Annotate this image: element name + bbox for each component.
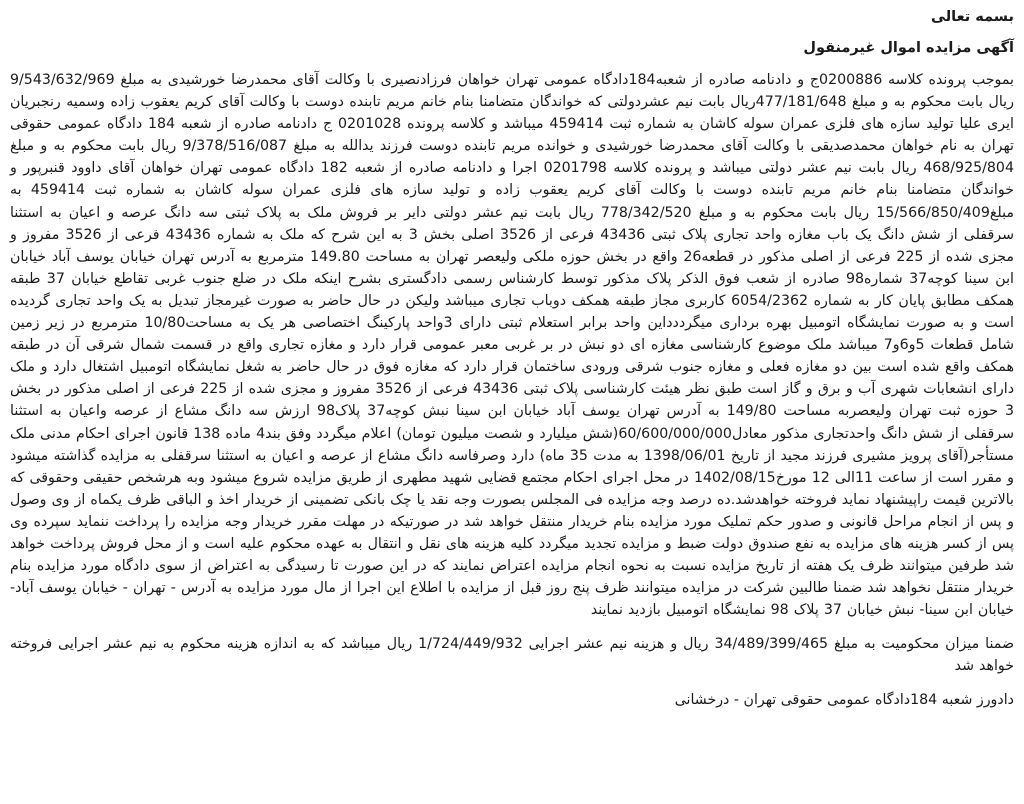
basmala-heading: بسمه تعالی	[931, 9, 1014, 25]
notice-costs-paragraph: ضمنا میزان محکومیت به مبلغ 34/489/399/465 ریال و هزینه نیم عشر اجرایی 1/724/449/932 ریال میباشد که به اندازه هزینه محکوم به نیم عشر اجرایی فروخته خواهد شد	[10, 636, 1015, 675]
notice-main-paragraph: بموجب پرونده کلاسه 0200886ج و دادنامه صادره از شعبه184دادگاه عمومی تهران خواهان فرزادنصیری با وکالت آقای محمدرضا خورشیدی به مبلغ 9/543/632/969 ریال بابت محکوم به و مبلغ 477/181/648ریال بابت نیم عشردولتی که خواندگان متضامنا بنام خانم مریم تابنده دوست با وکالت آقای کریم یعقوب زاده وسمیه رنجبریان ایری علیا تولید سازه های فلزی عمران سوله کاشان به شماره ثبت 459414 میباشد و کلاسه پرونده 0201028 ج دادنامه صادره از شعبه 184 دادگاه عمومی حقوقی تهران به نام خواهان محمدصدیقی با وکالت آقای محمدرضا خورشیدی و خوانده مریم تابنده دوست فرزند یدالله به مبلغ 9/378/516/087 ریال بابت محکوم به و مبلغ 468/925/804 ریال بابت نیم عشر دولتی میباشد و پرونده کلاسه 0201798 اجرا و دادنامه صادره از شعبه 182 دادگاه عمومی تهران خواهان آقای داوود قنبرپور و خواندگان متضامنا بنام خانم مریم تابنده دوست با وکالت آقای کریم یعقوب زاده و تولید سازه های فلزی عمران سوله کاشان به شماره ثبت 459414 به مبلغ15/566/850/409 ریال بابت محکوم به و مبلغ 778/342/520 ریال بابت نیم عشر دولتی دایر بر فروش ملک به پلاک ثبتی سه دانگ عرصه و اعیان به استثنا سرقفلی از شش دانگ یک باب مغازه واحد تجاری پلاک ثبتی 43436 فرعی از 3526 اصلی بخش 3 به این شرح که ملک به شماره 43436 فرعی از 3526 مفروز و مجزی شده از 225 فرعی از اصلی مذکور در قطعه26 واقع در بخش حوزه ملکی ولیعصر تهران به مساحت 149.80 مترمربع به آدرس تهران خیابان یوسف آباد خیابان ابن سینا کوچه37 شماره98 صادره از شعب فوق الذکر پلاک مذکور توسط کارشناس رسمی دادگستری بشرح اینکه ملک در ضلع جنوب غربی تقاطع خیابان 37 طبقه همکف مطابق پایان کار به شماره 6054/2362 کاربری مجاز طبقه همکف دوباب تجاری میباشد ولیکن در حال حاضر به صورت غیرمجاز تبدیل به یک واحد تجاری گردیده است و به صورت نمایشگاه اتومبیل بهره برداری میگرددداین واحد برابر استعلام ثبتی دارای 3واحد پارکینگ اختصاصی هر یک به مساحت10/80 مترمربع در زیر زمین شامل قطعات 5و6و7 میباشد ملک موضوع کارشناسی مغازه ای دو نبش در بر غربی معبر عمومی قرار دارد و مغازه تجاری واقع در قسمت شمال شرقی آن در طبقه همکف واقع شده است بین دو مغازه فعلی و مغازه جنوب شرقی ورودی ساختمان قرار دارد که مغازه فوق در حال حاضر به شغل نمایشگاه اتومبیل اشتغال دارد و ملک دارای انشعابات شهری آب و برق و گاز است طبق نظر هیئت کارشناسی پلاک ثبتی 43436 فرعی از 3526 مفروز و مجزی شده از 225 فرعی از اصلی مذکور در بخش 3 حوزه ثبت تهران ولیعصربه مساحت 149/80 به آدرس تهران یوسف آباد خیابان ابن سینا نبش کوچه37 پلاک98 ارزش سه دانگ مشاع از عرصه واعیان به استثنا سرقفلی از شش دانگ واحدتجاری مذکور معادل60/600/000/000(شش میلیارد و شصت میلیون تومان) اعلام میگردد وفق بند4 ماده 138 قانون اجرای احکام مدنی ملک مستأجر(آقای پرویز مشیری فرزند مجید از تاریخ 1398/06/01 به مدت 35 ماه) دارد وصرفاسه دانگ مشاع از عرصه و اعیان به استثنا سرقفلی به مزایده گذاشته میشود و مقرر است از ساعت 11الی 12 مورخ1402/08/15 در محل اجرای احکام مجتمع قضایی شهید مطهری از طریق مزایده شروع میشود وبه هرشخص حقیقی وحقوقی که بالاترین قیمت راپیشنهاد نماید فروخته خواهدشد.ده درصد وجه مزایده فی المجلس بصورت وجه نقد یا چک بانکی تضمینی از خریدار اخذ و الباقی ظرف یکماه از وی وصول و پس از انجام مراحل قانونی و صدور حکم تملیک مورد مزایده بنام خریدار منتقل خواهد شد در صورتیکه در مهلت مقرر خریدار وجه مزایده را پرداخت ننماید سپرده وی پس از کسر هزینه های مزایده به نفع صندوق دولت ضبط و مزایده تجدید میگردد کلیه هزینه های نقل و انتقال به عهده محکوم علیه است و از محل فروش پرداخت خواهد شد طرفین میتوانند ظرف یک هفته از تاریخ مزایده نسبت به نحوه انجام مزایده اعتراض نمایند که در این صورت تا رسیدگی به اعتراض از سوی دادگاه مورد مزایده بنام خریدار منتقل نخواهد شد ضمنا طالبین شرکت در مزایده میتوانند ظرف پنج روز قبل از مزایده با اطلاع این اجرا از مال مورد مزایده به آدرس - تهران - خیابان یوسف آباد- خیابان ابن سینا- نبش خیابان 37 پلاک 98 نمایشگاه اتومبیل بازدید نمایند	[10, 72, 1015, 619]
notice-title: آگهی مزایده اموال غیرمنقول	[803, 40, 1014, 56]
notice-signature: دادورز شعبه 184دادگاه عمومی حقوقی تهران - درخشانی	[674, 691, 1014, 708]
